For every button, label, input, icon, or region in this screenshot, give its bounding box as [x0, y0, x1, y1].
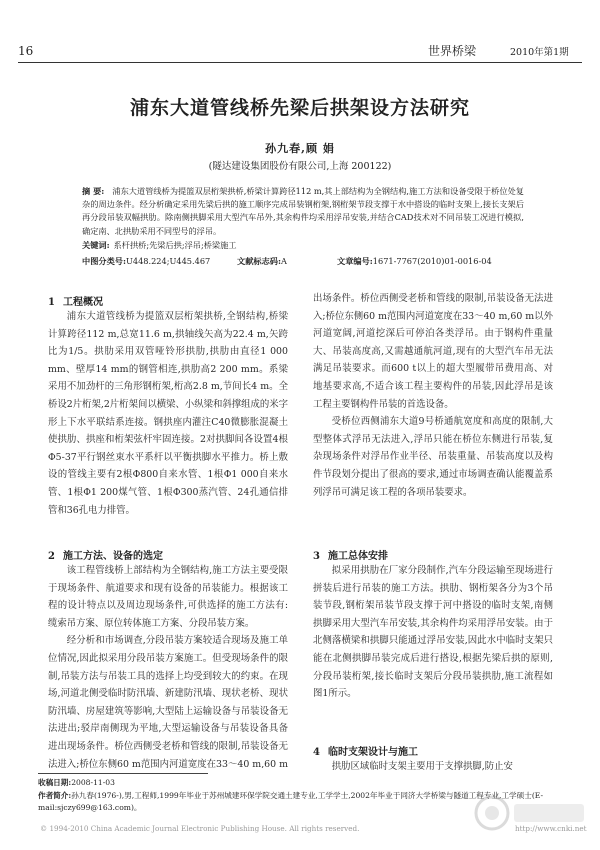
paragraph: 拱肋区域临时支架主要用于支撑拱脚,防止安 [331, 761, 513, 772]
journal-issue: 2010年第1期 [510, 47, 569, 58]
keywords [82, 239, 524, 252]
section-2-body-left [48, 562, 288, 768]
paragraph: 浦东大道管线桥为提篮双层桁架拱桥,全钢结构,桥梁计算跨径112 m,总宽11.6 m,拱轴线矢高为22.4 m,矢跨比为1/5。拱肋采用双管哑铃形拱肋,拱肋由直径1 000 mm、壁厚14 mm的钢管相连,拱肋高2 200 mm。系梁采用不加劲杆的三角形钢桁架,桁高2.8 m,节间长4 m。全桥设2片桁架,2片桁架间以横梁、小纵梁和斜撑组成的米字形上下水平联结系连接。钢拱座内灌注C40微膨胀混凝土使拱肋、拱座和桁架弦杆牢固连接。2对拱脚间各设置4根Φ5-37平行钢丝束水平系杆以平衡拱脚水平推力。桥上敷设的管线主要有2根Φ800自来水管、1根Φ1 000自来水管、1根Φ1 200煤气管、1根Φ300蒸汽管、24孔通信排管和36孔电力排管。 [48, 311, 288, 516]
header-rule [18, 62, 582, 63]
page-number: 16 [18, 44, 34, 58]
abstract-text: 浦东大道管线桥为提篮双层桁架拱桥,桥梁计算跨径112 m,其上部结构为全钢结构,施工方法和设备受限于桥位处复杂的周边条件。经分析确定采用先梁后拱的施工顺序完成吊装钢桁架,钢桁架节段支撑于水中搭设的临时支架上,接长支架后再分段吊装双幅拱肋。除南侧拱脚采用大型汽车吊外,其余构件均采用浮吊安装,并结合CAD技术对不同吊装工况进行模拟,确定南、北拱肋采用不同型号的浮吊。 [82, 186, 524, 236]
keywords-text: 系杆拱桥;先梁后拱;浮吊;桥梁施工 [113, 240, 237, 250]
section-1-body [48, 308, 288, 519]
section-3-heading: 3 施工总体安排 [313, 551, 388, 562]
article-number: 文章编号:1671-7767(2010)01-0016-04 [337, 256, 492, 266]
abstract [82, 185, 524, 238]
footnote-rule [38, 773, 208, 774]
author-affiliation: (隧达建设集团股份有限公司,上海 200122) [208, 161, 392, 172]
paper-authors: 孙九春,顾 娟 [265, 142, 335, 155]
section-2-body-right [313, 290, 553, 541]
keywords-label: 关键词: [82, 240, 110, 250]
paragraph: 该工程管线桥上部结构为全钢结构,施工方法主要受限于现场条件、航道要求和现有设备的吊装能力。根据该工程的设计特点以及周边现场条件,可供选择的施工方法有:缆索吊方案、原位转体施工方案、分段吊装方案。 [48, 565, 288, 629]
section-1-heading: 1 工程概况 [48, 297, 103, 308]
journal-name: 世界桥梁 [428, 44, 477, 58]
section-2-heading: 2 施工方法、设备的选定 [48, 551, 163, 562]
paper-title: 浦东大道管线桥先梁后拱架设方法研究 [129, 97, 470, 119]
paragraph: 拟采用拱肋在厂家分段制作,汽车分段运输至现场进行拼装后进行吊装的施工方法。拱肋、钢桁架各分为3个吊装节段,钢桁架吊装节段支撑于河中搭设的临时支架,南侧拱脚采用大型汽车吊安装,其余构件均采用浮吊安装。由于北侧落横梁和拱脚只能通过浮吊安装,因此水中临时支架只能在北侧拱脚吊装完成后进行搭设,根据先梁后拱的原则,分段吊装桁架,接长临时支架后分段吊装拱肋,施工流程如图1所示。 [313, 565, 553, 700]
author-bio: 作者简介:孙九春(1976-),男,工程师,1999年毕业于苏州城建环保学院交通土建专业,工学学士,2002年毕业于同济大学桥梁与隧道工程专业,工学硕士(E-mail:sjczy699@163.com)。 [38, 791, 544, 812]
received-date: 收稿日期:2008-11-03 [38, 778, 115, 787]
abstract-label: 摘 要: [82, 186, 105, 196]
source-url: http://www.cnki.net [515, 824, 587, 833]
paragraph: 经分析和市场调查,分段吊装方案较适合现场及施工单位情况,因此拟采用分段吊装方案施工。但受现场条件的限制,吊装方法与吊装工具的选择上均受到较大的约束。在现场,河道北侧受临时防汛墙、新建防汛墙、现状老桥、现状防汛墙、房屋建筑等影响,大型陆上运输设备与吊装设备无法进出;驳岸南侧现为平地,大型运输设备与吊装设备具备进出现场条件。桥位西侧受老桥和管线的限制,吊装设备无法进入;桥位东侧60 m范围内河道宽度在33～40 m,60 m [48, 635, 288, 768]
section-3-body [313, 562, 553, 703]
section-4-heading: 4 临时支架设计与施工 [313, 747, 418, 758]
paragraph: 出场条件。桥位西侧受老桥和管线的限制,吊装设备无法进入;桥位东侧60 m范围内河道宽度在33～40 m,60 m以外河道宽阔,河道挖深后可停泊各类浮吊。由于钢构件重量大、吊装高度高,又需越通航河道,现有的大型汽车吊无法满足吊装要求。而600 t以上的超大型履带吊费用高、对地基要求高,不适合该工程主要构件的吊装,因此浮吊是该工程主要钢构件吊装的首选设备。 [313, 293, 553, 410]
clc-code: 中图分类号:U448.224;U445.467 [82, 256, 211, 266]
copyright-notice: © 1994-2010 China Academic Journal Electronic Publishing House. All rights reserved. [40, 824, 360, 833]
document-code: 文献标志码:A [237, 256, 287, 266]
paragraph: 受桥位西侧浦东大道9号桥通航宽度和高度的限制,大型整体式浮吊无法进入,浮吊只能在桥位东侧进行吊装,复杂现场条件对浮吊作业半径、吊装重量、吊装高度以及构件节段划分提出了很高的要求,通过市场调查确认能覆盖系列浮吊可满足该工程的各项吊装要求。 [313, 416, 553, 498]
section-4-body [313, 758, 553, 776]
